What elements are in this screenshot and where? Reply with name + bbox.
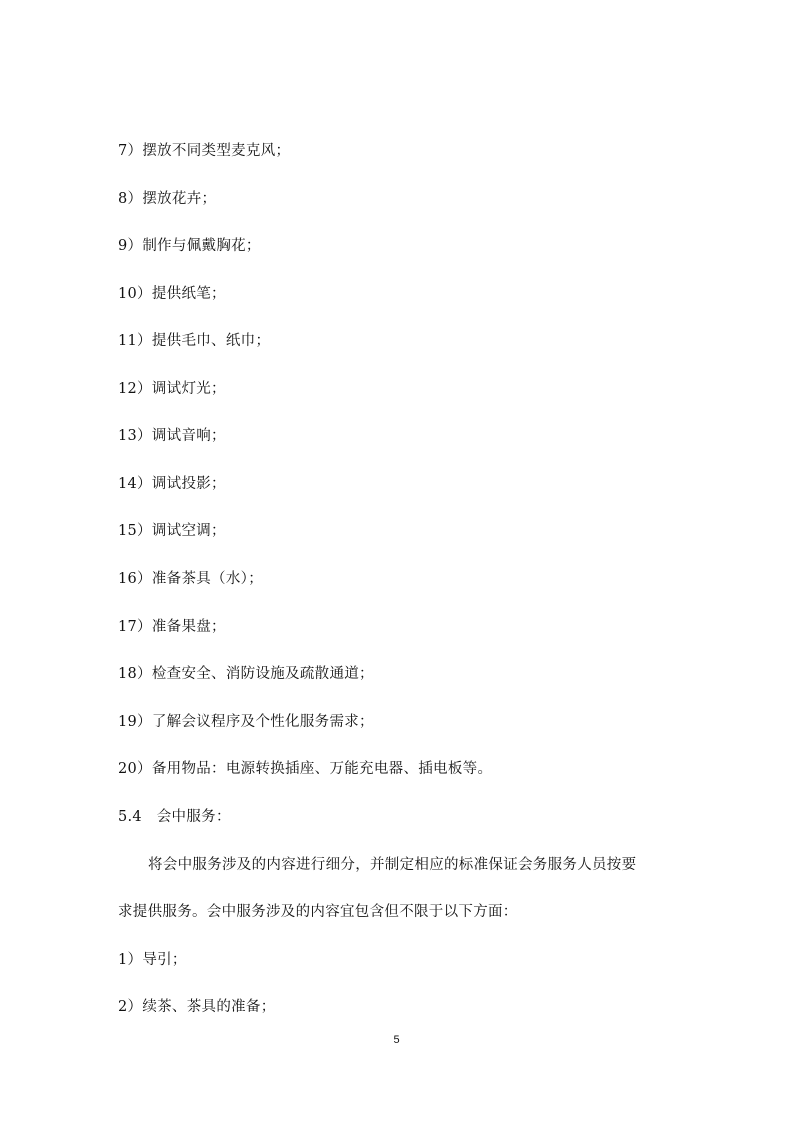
list-item: 10）提供纸笔； (118, 286, 226, 302)
list-item: 11）提供毛巾、纸巾； (118, 333, 271, 349)
list-item: 12）调试灯光； (118, 381, 226, 397)
list-item: 20）备用物品：电源转换插座、万能充电器、插电板等。 (118, 761, 493, 777)
list-item: 14）调试投影； (118, 476, 226, 492)
list-item: 17）准备果盘； (118, 619, 226, 635)
list-item: 19）了解会议程序及个性化服务需求； (118, 714, 374, 730)
list-item: 13）调试音响； (118, 428, 226, 444)
list-item: 7）摆放不同类型麦克风； (118, 143, 291, 159)
list-item: 18）检查安全、消防设施及疏散通道； (118, 666, 374, 682)
list-item: 8）摆放花卉； (118, 191, 217, 207)
page-number: 5 (393, 1034, 400, 1046)
list-item: 15）调试空调； (118, 523, 226, 539)
list-item: 16）准备茶具（水）； (118, 571, 263, 587)
section-heading: 5.4 会中服务： (118, 809, 231, 825)
paragraph-line: 将会中服务涉及的内容进行细分，并制定相应的标准保证会务服务人员按要 (148, 857, 637, 873)
paragraph-line: 求提供服务。会中服务涉及的内容宜包含但不限于以下方面： (118, 904, 518, 920)
list-item: 1）导引； (118, 952, 187, 968)
list-item: 2）续茶、茶具的准备； (118, 999, 276, 1015)
list-item: 9）制作与佩戴胸花； (118, 238, 261, 254)
